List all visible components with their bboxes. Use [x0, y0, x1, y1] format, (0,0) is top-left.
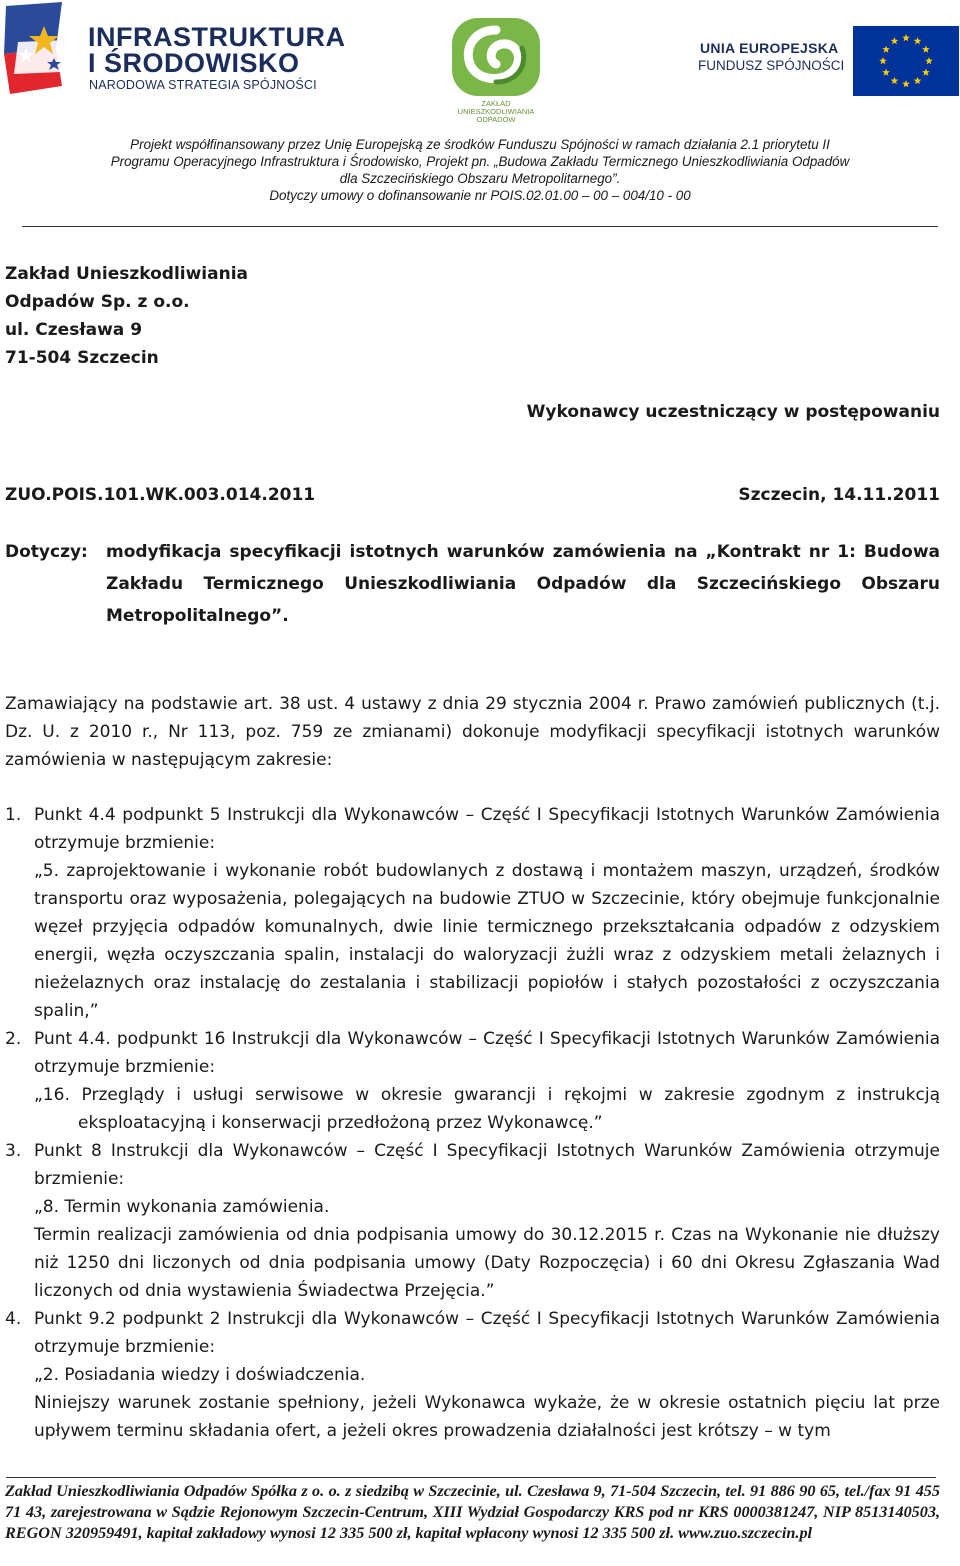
logo-left-line2: I ŚRODOWISKO: [88, 48, 300, 78]
sender-line: Zakład Unieszkodliwiania: [5, 264, 249, 284]
recipient: Wykonawcy uczestniczący w postępowaniu: [526, 402, 940, 422]
project-line: Dotyczy umowy o dofinansowanie nr POIS.02.01.00 – 00 – 004/10 - 00: [269, 188, 691, 203]
project-line: Programu Operacyjnego Infrastruktura i Środowisko, Projekt pn. „Budowa Zakładu Termicznego Unieszkodliwiania Odpadów: [110, 154, 850, 169]
list-item: [5, 1305, 940, 1445]
item-quote: Niniejszy warunek zostanie spełniony, jeżeli Wykonawca wykaże, że w okresie ostatnich pięciu lat prze upływem terminu składania ofert, a jeżeli okres prowadzenia działalności jest krótszy – w tym: [34, 1393, 940, 1441]
logo-left-line3: NARODOWA STRATEGIA SPÓJNOŚCI: [89, 78, 317, 92]
item-quote: „5. zaprojektowanie i wykonanie robót budowlanych z dostawą i montażem maszyn, urządzeń, środków transportu oraz wyposażenia, polegających na budowie ZTUO w Szczecinie, który obejmuje funkcjonalnie węzeł przyjęcia odpadów komunalnych, dwie linie termicznego przekształcania odpadów z odzyskiem energii, węzła oczyszczania spalin, instalacji do waloryzacji żużli wraz z odzyskiem metali żelaznych i nieżelaznych oraz instalację do zestalania i stabilizacji popiołów i stałych pozostałości z oczyszczania spalin,”: [34, 861, 940, 1021]
item-quote-title: „2. Posiadania wiedzy i doświadczenia.: [34, 1365, 366, 1385]
item-number: 2.: [5, 1029, 22, 1049]
item-text: Punkt 8 Instrukcji dla Wykonawców – Część I Specyfikacji Istotnych Warunków Zamówienia otrzymuje brzmienie:: [34, 1141, 940, 1189]
zuo-logo: [444, 16, 548, 126]
letter-date: Szczecin, 14.11.2011: [738, 485, 940, 505]
reference-number: ZUO.POIS.101.WK.003.014.2011: [5, 485, 316, 505]
eu-logo: [698, 26, 960, 96]
logo-right-line1: UNIA EUROPEJSKA: [700, 40, 839, 56]
caption-line: ODPADÓW: [476, 115, 516, 124]
project-line: dla Szczecińskiego Obszaru Metropolitarnego”.: [339, 171, 621, 186]
footer-divider: [6, 1477, 936, 1478]
caption-line: ZAKŁAD: [481, 99, 511, 108]
sender-line: 71-504 Szczecin: [5, 348, 159, 368]
item-number: 3.: [5, 1141, 22, 1161]
project-statement: [0, 136, 960, 204]
item-quote: „16. Przeglądy i usługi serwisowe w okresie gwarancji i rękojmi w zakresie zgodnym z instrukcją eksploatacyjną i konserwacji przedłożoną przez Wykonawcę.”: [34, 1085, 940, 1133]
item-text: Punkt 4.4 podpunkt 5 Instrukcji dla Wykonawców – Część I Specyfikacji Istotnych Warunków Zamówienia otrzymuje brzmienie:: [34, 805, 940, 853]
item-text: Punkt 9.2 podpunkt 2 Instrukcji dla Wykonawców – Część I Specyfikacji Istotnych Warunków Zamówienia otrzymuje brzmienie:: [34, 1309, 940, 1357]
item-quote-title: „8. Termin wykonania zamówienia.: [34, 1197, 330, 1217]
header-divider: [22, 226, 938, 227]
item-text: Punt 4.4. podpunkt 16 Instrukcji dla Wykonawców – Część I Specyfikacji Istotnych Warunków Zamówienia otrzymuje brzmienie:: [34, 1029, 940, 1077]
caption-line: UNIESZKODLIWIANIA: [457, 107, 535, 116]
infrastruktura-logo: [4, 2, 346, 98]
item-number: 4.: [5, 1309, 22, 1329]
logo-center-caption: [444, 100, 548, 124]
item-quote: Termin realizacji zamówienia od dnia podpisania umowy do 30.12.2015 r. Czas na Wykonanie nie dłuższy niż 1250 dni liczonych od dnia podpisania umowy (Daty Rozpoczęcia) i 60 dni Okresu Zgłaszania Wad liczonych od dnia wystawienia Świadectwa Przejęcia.”: [34, 1225, 940, 1301]
modifications-list: [5, 801, 940, 1445]
intro-paragraph: Zamawiający na podstawie art. 38 ust. 4 ustawy z dnia 29 stycznia 2004 r. Prawo zamówień publicznych (t.j. Dz. U. z 2010 r., Nr 113, poz. 759 ze zmianami) dokonuje modyfikacji specyfikacji istotnych warunków zamówienia w następującym zakresie:: [5, 694, 940, 770]
sender-line: Odpadów Sp. z o.o.: [5, 292, 190, 312]
list-item: [5, 1025, 940, 1137]
logo-left-line1: INFRASTRUKTURA: [88, 22, 346, 52]
subject-text: modyfikacja specyfikacji istotnych warunków zamówienia na „Kontrakt nr 1: Budowa Zakładu Termicznego Unieszkodliwiania Odpadów dla Szczecińskiego Obszaru Metropolitalnego”.: [106, 542, 940, 626]
sender-address: [5, 260, 248, 372]
subject-label: Dotyczy:: [5, 542, 88, 562]
list-item: [5, 801, 940, 1025]
poland-flag-stars-icon: [4, 2, 76, 94]
item-number: 1.: [5, 805, 22, 825]
project-line: Projekt współfinansowany przez Unię Europejską ze środków Funduszu Spójności w ramach działania 2.1 priorytetu II: [130, 137, 830, 152]
green-spiral-logo-icon: [444, 16, 548, 100]
sender-line: ul. Czesława 9: [5, 320, 143, 340]
eu-flag-icon: [853, 26, 959, 96]
company-footer: Zakład Unieszkodliwiania Odpadów Spółka z o. o. z siedzibą w Szczecinie, ul. Czesława 9, 71-504 Szczecin, tel. 91 886 90 65, tel./fax 91 455 71 43, zarejestrowana w Sądzie Rejonowym Szczecin-Centrum, XIII Wydział Gospodarczy KRS pod nr KRS 0000381247, NIP 8513140503, REGON 320959491, kapitał zakładowy wynosi 12 335 500 zł, kapitał wpłacony wynosi 12 335 500 zł. www.zuo.szczecin.pl: [5, 1482, 940, 1542]
list-item: [5, 1137, 940, 1305]
logo-right-line2: FUNDUSZ SPÓJNOŚCI: [698, 58, 845, 73]
